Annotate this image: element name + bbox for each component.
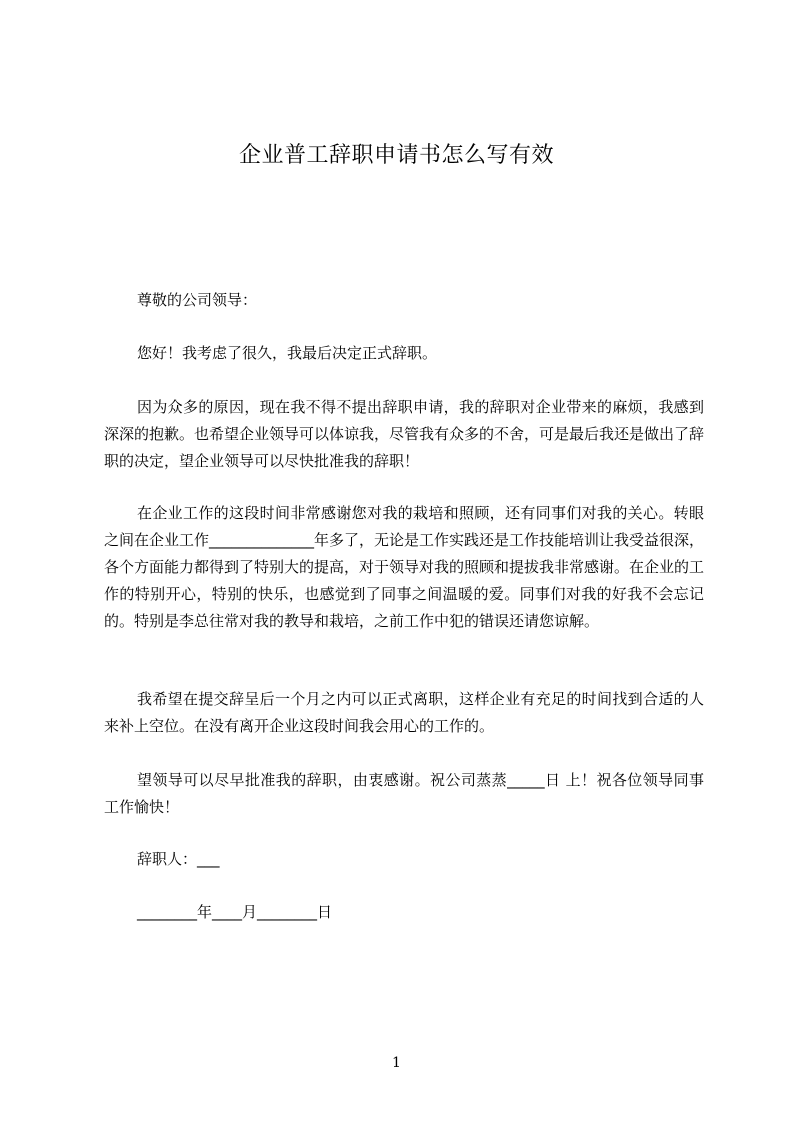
hope-paragraph: 我希望在提交辞呈后一个月之内可以正式离职，这样企业有充足的时间找到合适的人来补上空位。在没有离开企业这段时间我会用心的工作的。 bbox=[104, 690, 704, 735]
salutation: 尊敬的公司领导： bbox=[137, 291, 258, 309]
greeting-paragraph: 您好！我考虑了很久，我最后决定正式辞职。 bbox=[137, 344, 438, 362]
wish-paragraph: 望领导可以尽早批准我的辞职，由衷感谢。祝公司蒸蒸_____日 上！祝各位领导同事工作愉快！ bbox=[104, 771, 704, 816]
page-number: 1 bbox=[392, 1055, 401, 1071]
document-title: 企业普工辞职申请书怎么写有效 bbox=[238, 143, 554, 168]
thanks-paragraph: 在企业工作的这段时间非常感谢您对我的栽培和照顾，还有同事们对我的关心。转眼之间在企业工作______________年多了，无论是工作实践还是工作技能培训让我受益很深，各个方面能力都得到了特别大的提高，对于领导对我的照顾和提拔我非常感谢。在企业的工作的特别开心，特别的快乐，也感觉到了同事之间温暖的爱。同事们对我的好我不会忘记的。特别是李总往常对我的教导和栽培，之前工作中犯的错误还请您谅解。 bbox=[104, 504, 705, 630]
signature-line: 辞职人：___ bbox=[137, 850, 220, 868]
reason-paragraph: 因为众多的原因，现在我不得不提出辞职申请，我的辞职对企业带来的麻烦，我感到深深的抱歉。也希望企业领导可以体谅我，尽管我有众多的不舍，可是最后我还是做出了辞职的决定，望企业领导可以尽快批准我的辞职！ bbox=[104, 398, 705, 470]
date-line: ________年____月________日 bbox=[137, 903, 333, 921]
